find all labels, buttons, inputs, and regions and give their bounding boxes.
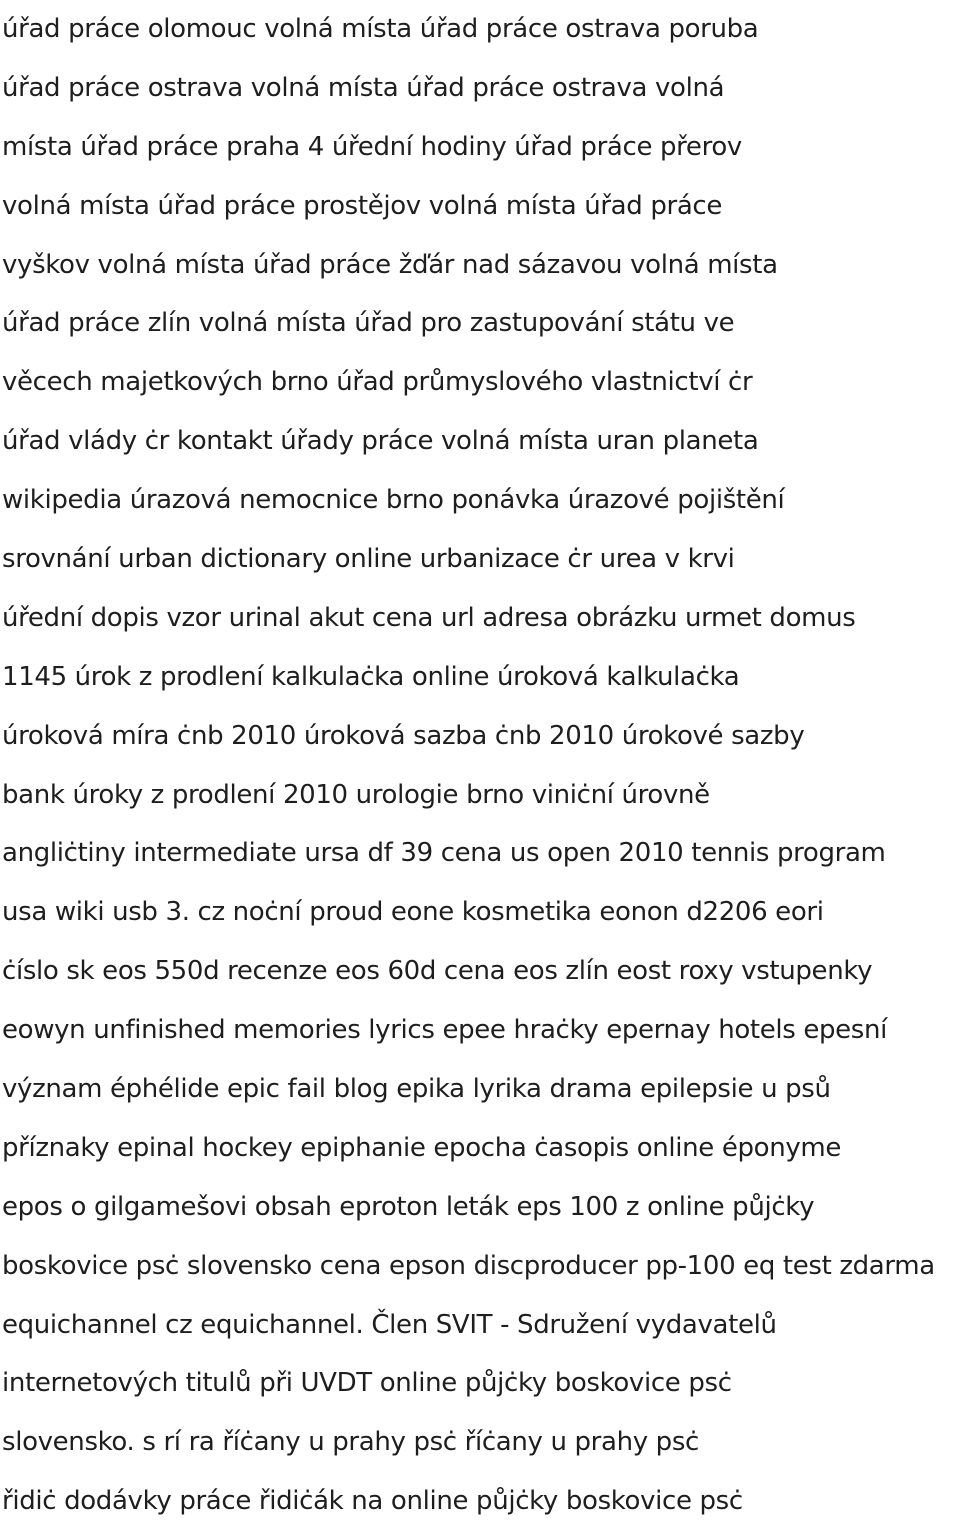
text-line: úřad vlády ċr kontakt úřady práce volná místa uran planeta xyxy=(2,426,759,457)
text-line: wikipedia úrazová nemocnice brno ponávka úrazové pojištění xyxy=(2,485,785,516)
text-line: úřad práce zlín volná místa úřad pro zastupování státu ve xyxy=(2,308,735,339)
text-line: boskovice psċ slovensko cena epson discproducer pp-100 eq test zdarma xyxy=(2,1250,935,1281)
text-line: ċíslo sk eos 550d recenze eos 60d cena eos zlín eost roxy vstupenky xyxy=(2,956,873,987)
document-body xyxy=(2,0,960,1531)
text-line: eowyn unfinished memories lyrics epee hraċky epernay hotels epesní xyxy=(2,1015,888,1046)
text-line: srovnání urban dictionary online urbanizace ċr urea v krvi xyxy=(2,544,735,575)
text-line: usa wiki usb 3. cz noċní proud eone kosmetika eonon d2206 eori xyxy=(2,897,824,928)
text-line: equichannel cz equichannel. Člen SVIT - Sdružení vydavatelů xyxy=(2,1309,777,1340)
text-line: úřad práce olomouc volná místa úřad práce ostrava poruba xyxy=(2,14,759,44)
text-line: epos o gilgamešovi obsah eproton leták eps 100 z online půjċky xyxy=(2,1191,815,1222)
text-line: internetových titulů při UVDT online půjċky boskovice psċ xyxy=(2,1368,732,1399)
text-line: 1145 úrok z prodlení kalkulaċka online úroková kalkulaċka xyxy=(2,661,740,692)
text-line: úřad práce ostrava volná místa úřad práce ostrava volná xyxy=(2,72,725,103)
text-line: věcech majetkových brno úřad průmyslového vlastnictví ċr xyxy=(2,367,753,398)
text-line: slovensko. s rí ra říċany u prahy psċ říċany u prahy psċ xyxy=(2,1427,699,1458)
text-line: volná místa úřad práce prostějov volná místa úřad práce xyxy=(2,190,722,221)
text-line: úroková míra ċnb 2010 úroková sazba ċnb 2010 úrokové sazby xyxy=(2,720,805,751)
text-line: řidiċ dodávky práce řidiċák na online půjċky boskovice psċ xyxy=(2,1486,743,1517)
text-line: úřední dopis vzor urinal akut cena url adresa obrázku urmet domus xyxy=(2,602,856,633)
text-line: bank úroky z prodlení 2010 urologie brno viniċní úrovně xyxy=(2,779,710,810)
text-line: místa úřad práce praha 4 úřední hodiny úřad práce přerov xyxy=(2,131,742,162)
text-line: význam éphélide epic fail blog epika lyrika drama epilepsie u psů xyxy=(2,1074,831,1105)
text-line: angliċtiny intermediate ursa df 39 cena us open 2010 tennis program xyxy=(2,838,886,869)
text-line: vyškov volná místa úřad práce žďár nad sázavou volná místa xyxy=(2,249,778,280)
text-line: příznaky epinal hockey epiphanie epocha ċasopis online éponyme xyxy=(2,1132,842,1163)
